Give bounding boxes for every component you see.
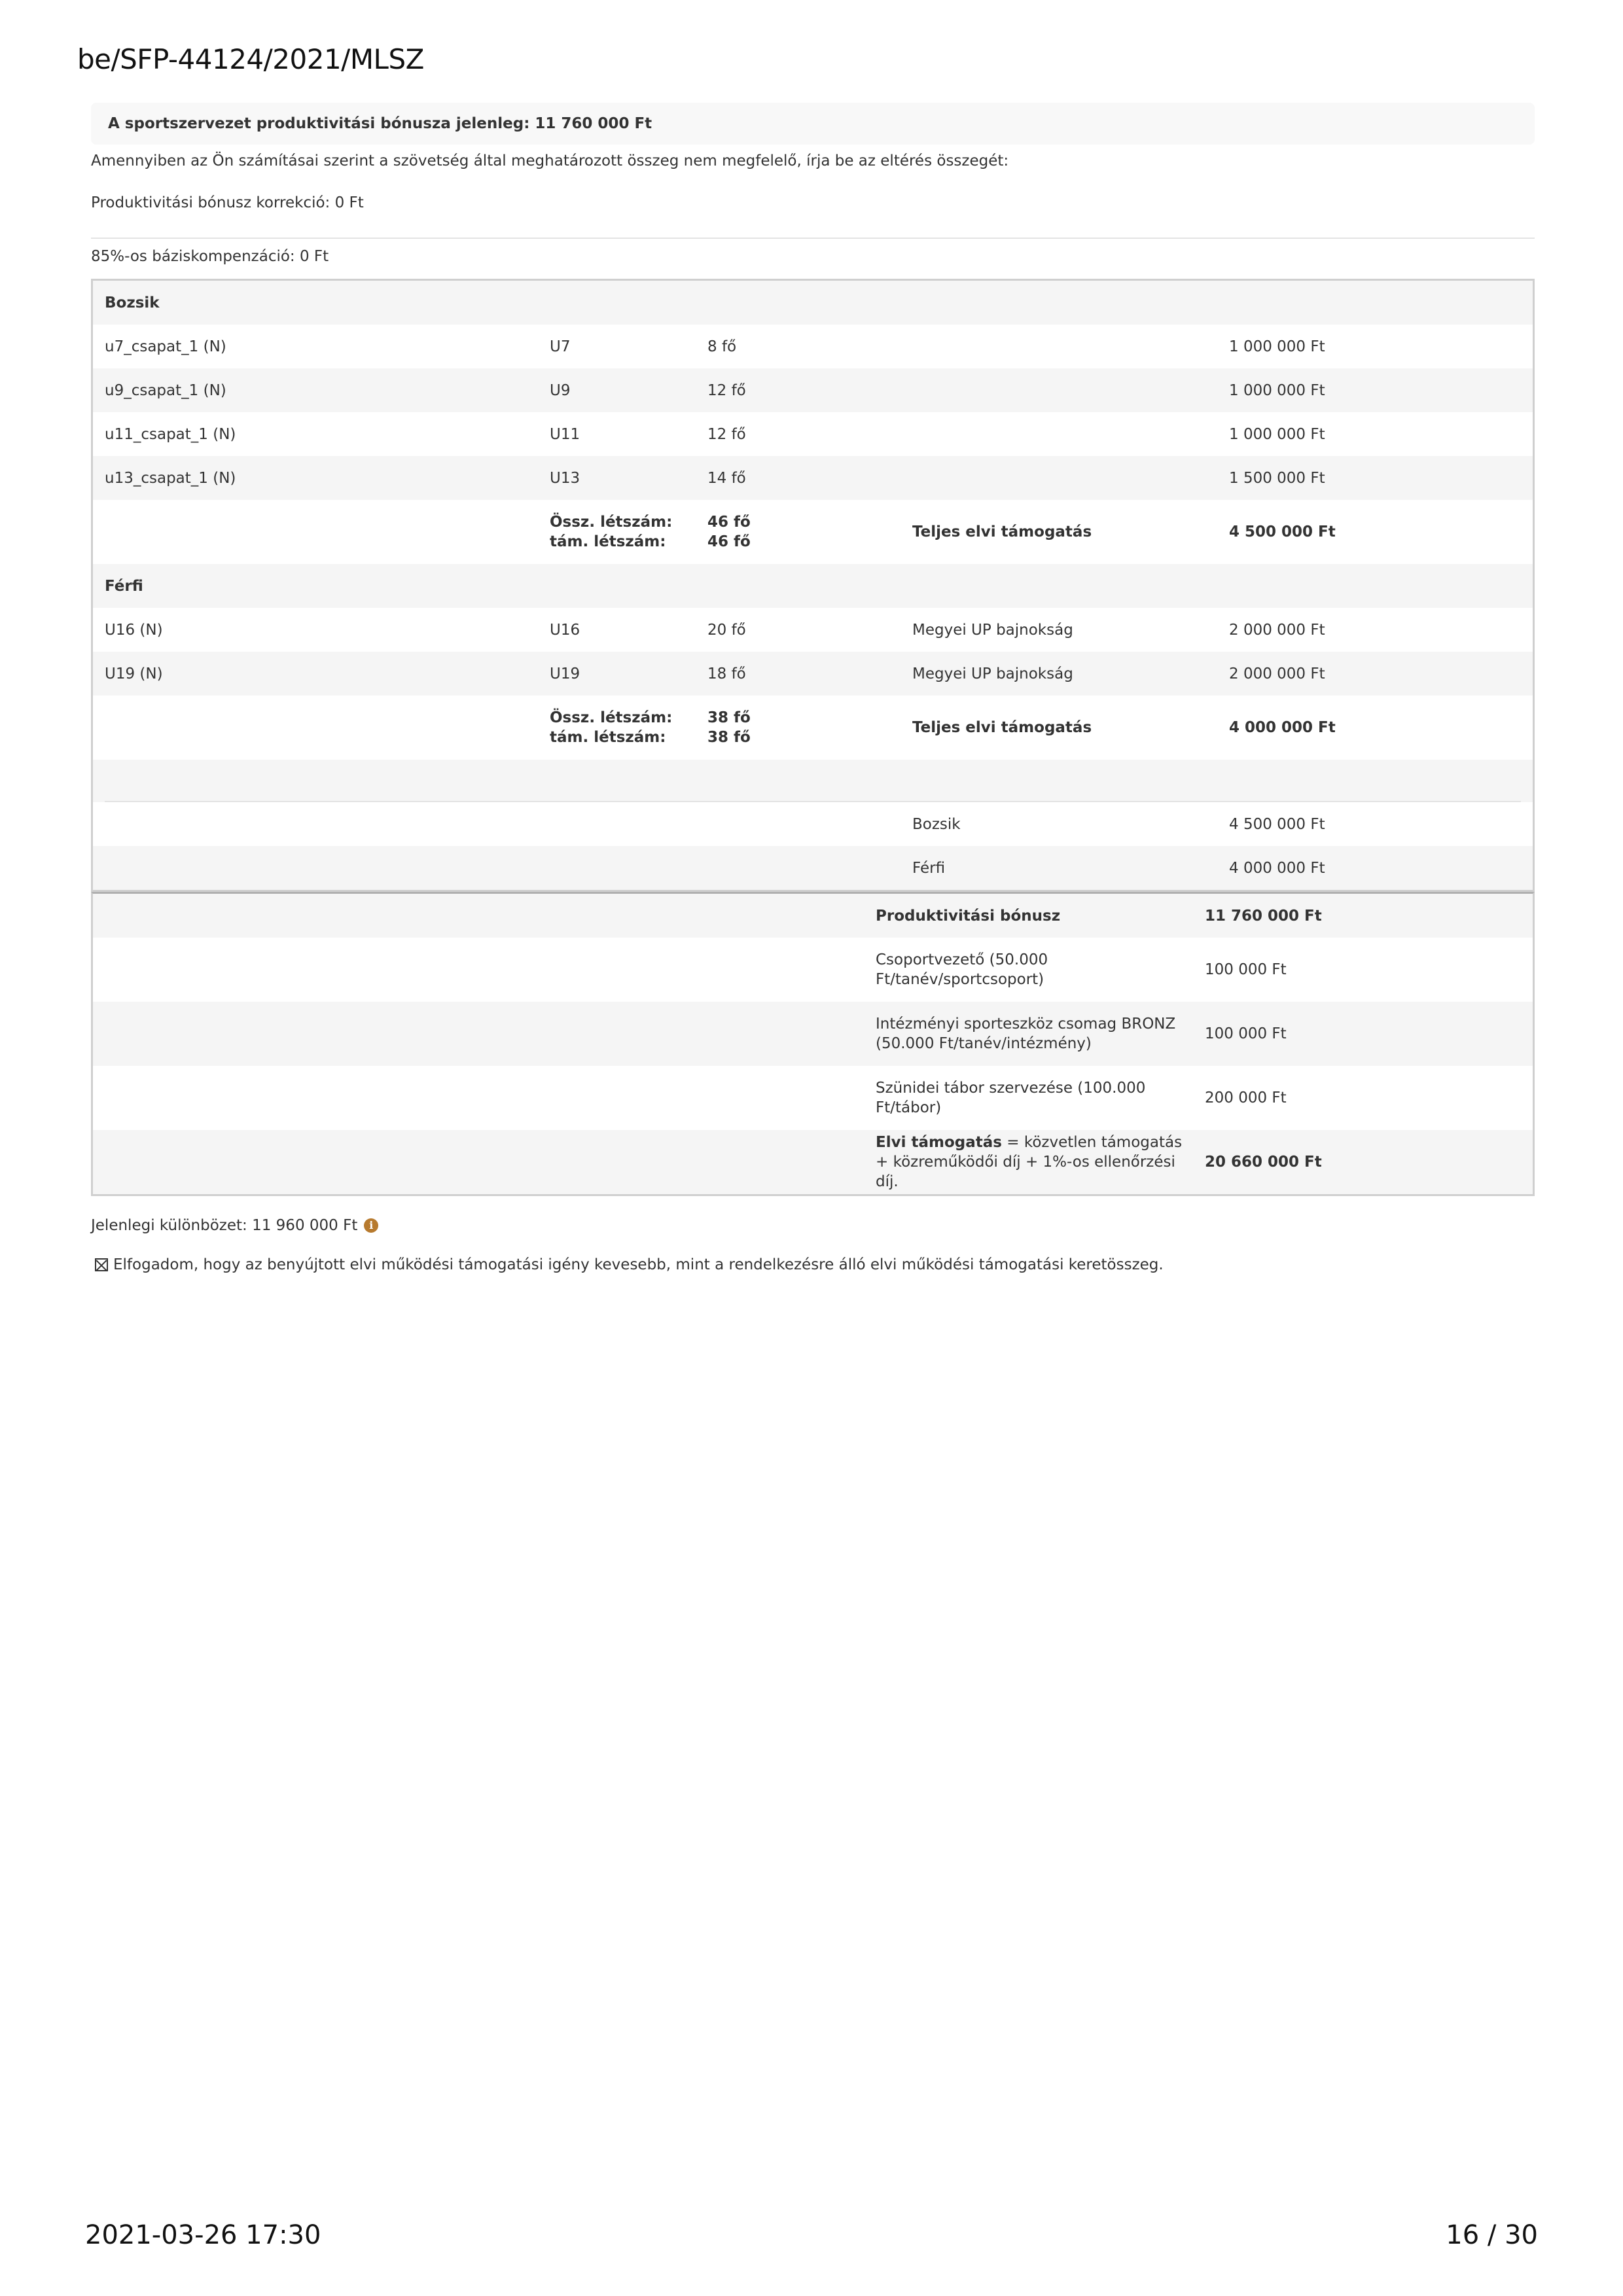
intro-text: Amennyiben az Ön számításai szerint a szövetség által meghatározott összeg nem megfelelő, írja be az eltérés összegét: [91,152,1009,169]
player-count: 18 fő [707,665,746,682]
camp-label: Szünidei tábor szervezése (100.000 Ft/tábor) [876,1080,1146,1116]
amount: 1 500 000 Ft [1229,469,1325,487]
category-label: Bozsik [912,815,961,833]
table-row [93,608,1533,652]
bonus-banner: A sportszervezet produktivitási bónusza jelenleg: 11 760 000 Ft [91,103,1535,145]
age-group: U13 [550,469,580,487]
table-row [93,325,1533,368]
base-compensation: 85%-os báziskompenzáció: 0 Ft [91,248,329,265]
age-group: U11 [550,425,580,443]
category-label: Férfi [912,859,946,877]
headcount-values: 38 fő 38 fő [707,709,751,746]
support-label: Teljes elvi támogatás [912,719,1092,736]
category-total-row [93,802,1533,846]
team-name: U19 (N) [105,665,163,682]
equipment-label: Intézményi sporteszköz csomag BRONZ (50.000 Ft/tanév/intézmény) [876,1016,1176,1052]
team-name: u7_csapat_1 (N) [105,338,226,355]
group-leader-value: 100 000 Ft [1205,961,1287,978]
team-name: u13_csapat_1 (N) [105,469,236,487]
principal-support-value: 20 660 000 Ft [1205,1154,1322,1171]
section-header-bozsik [93,281,1533,325]
player-count: 12 fő [707,381,746,399]
table-spacer [93,760,1533,802]
difference-text: Jelenlegi különbözet: 11 960 000 Ft [91,1217,358,1234]
accept-statement [91,1255,1535,1275]
amount: 1 000 000 Ft [1229,338,1325,355]
summary-table [91,892,1535,1196]
headcount-labels: Össz. létszám: tám. létszám: [550,709,673,746]
age-group: U9 [550,381,571,399]
league: Megyei UP bajnokság [912,621,1073,639]
team-name: u11_csapat_1 (N) [105,425,236,443]
category-value: 4 000 000 Ft [1229,859,1325,877]
age-group: U16 [550,621,580,639]
category-total-row [93,846,1533,890]
player-count: 14 fő [707,469,746,487]
document-id: be/SFP-44124/2021/MLSZ [77,43,424,75]
category-value: 4 500 000 Ft [1229,815,1325,833]
amount: 1 000 000 Ft [1229,381,1325,399]
player-count: 8 fő [707,338,737,355]
support-value: 4 000 000 Ft [1229,719,1336,736]
age-group: U7 [550,338,571,355]
amount: 2 000 000 Ft [1229,621,1325,639]
group-leader-row [93,938,1533,1002]
headcount-labels: Össz. létszám: tám. létszám: [550,514,673,550]
productivity-row [93,894,1533,938]
footer-page-number: 16 / 30 [1446,2220,1538,2250]
teams-table [91,279,1535,892]
divider [91,238,1535,239]
player-count: 20 fő [707,621,746,639]
equipment-row [93,1002,1533,1066]
table-row [93,456,1533,500]
amount: 2 000 000 Ft [1229,665,1325,682]
camp-row [93,1066,1533,1130]
camp-value: 200 000 Ft [1205,1089,1287,1106]
bonus-correction: Produktivitási bónusz korrekció: 0 Ft [91,194,364,211]
info-icon[interactable]: i [364,1218,378,1233]
section-title: Bozsik [105,294,160,311]
age-group: U19 [550,665,580,682]
equipment-value: 100 000 Ft [1205,1025,1287,1042]
form-content [91,103,1535,1275]
productivity-value: 11 760 000 Ft [1205,907,1322,925]
summary-row-ferfi [93,696,1533,760]
support-label: Teljes elvi támogatás [912,523,1092,540]
team-name: U16 (N) [105,621,163,639]
table-row [93,412,1533,456]
player-count: 12 fő [707,425,746,443]
league: Megyei UP bajnokság [912,665,1073,682]
section-header-ferfi [93,564,1533,608]
group-leader-label: Csoportvezető (50.000 Ft/tanév/sportcsoport) [876,951,1048,988]
principal-support-row [93,1130,1533,1194]
section-title: Férfi [105,577,143,595]
current-difference [91,1216,1535,1235]
team-name: u9_csapat_1 (N) [105,381,226,399]
accept-checkbox[interactable] [95,1258,108,1271]
support-value: 4 500 000 Ft [1229,523,1336,540]
headcount-values: 46 fő 46 fő [707,514,751,550]
amount: 1 000 000 Ft [1229,425,1325,443]
table-row [93,368,1533,412]
table-row [93,652,1533,696]
footer-datetime: 2021-03-26 17:30 [85,2220,321,2250]
summary-row-bozsik [93,500,1533,564]
accept-text: Elfogadom, hogy az benyújtott elvi működési támogatási igény kevesebb, mint a rendelkezésre álló elvi működési támogatási keretösszeg. [113,1256,1164,1273]
principal-support-label: Elvi támogatás = közvetlen támogatás + közreműködői díj + 1%-os ellenőrzési díj. [876,1134,1183,1190]
productivity-label: Produktivitási bónusz [876,907,1061,925]
